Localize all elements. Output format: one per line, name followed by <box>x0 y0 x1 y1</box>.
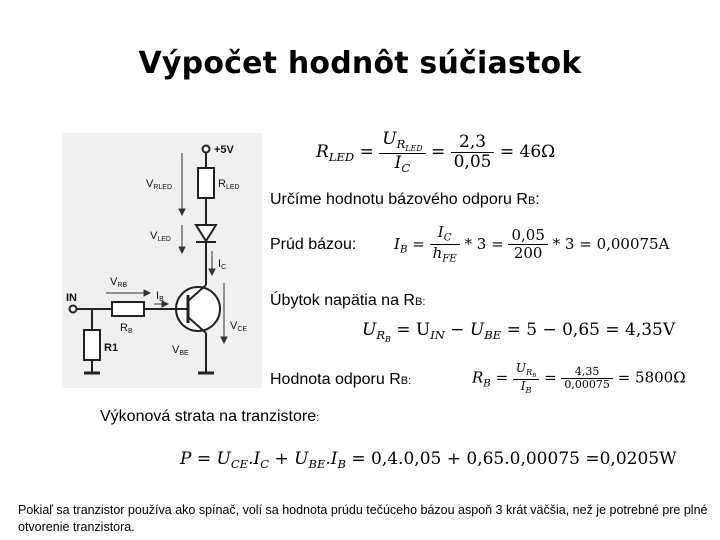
text-base-resistor: Určíme hodnotu bázového odporu RB: <box>270 191 540 208</box>
arrowhead-vled <box>179 247 185 253</box>
circuit-diagram <box>62 133 262 388</box>
label-vled: VLED <box>150 230 171 243</box>
label-supply: +5V <box>214 144 234 156</box>
label-ic: IC <box>218 258 227 271</box>
text-base-current: Prúd bázou: <box>270 236 357 253</box>
label-in: IN <box>66 292 77 304</box>
arrowhead-vce <box>221 337 227 343</box>
page-title: Výpočet hodnôt súčiastok <box>138 46 582 81</box>
equation-rled: $R_{LED}$ = $\frac{U_{R_{LED}}}{I_C}$ = $\frac{2,3}{0,05}$ = 46Ω <box>316 129 556 175</box>
resistor-r1 <box>84 330 100 360</box>
arrowhead-ic <box>209 269 215 275</box>
input-terminal <box>70 306 77 313</box>
label-vce: VCE <box>230 320 248 333</box>
resistor-rled <box>198 168 214 198</box>
equation-power: $P = U_{CE}.I_C + U_{BE}.I_B = 0,4.0,05 + 0,65.0,00075 =0,0205W$ <box>180 449 677 472</box>
arrowhead-vrb <box>144 290 150 296</box>
label-ib: IB <box>156 290 164 303</box>
supply-terminal <box>203 146 210 153</box>
fraction-ib-values: $\frac{0,05}{200}$ <box>508 227 547 263</box>
fraction-rb-values: $\frac{4,35}{0,00075}$ <box>561 366 613 392</box>
equation-urb: $U_{R_B} = U_{IN} - U_{BE} = 5 - 0,65 = 4,35V$ <box>362 320 676 344</box>
led-symbol <box>196 225 216 241</box>
equation-rb: $R_B$ = $\frac{U_{R_B}}{I_B}$ = $\frac{4,35}{0,00075}$ = 5800Ω <box>472 361 686 395</box>
label-rb: RB <box>120 322 133 335</box>
fraction-rled-symbolic: $\frac{U_{R_{LED}}}{I_C}$ <box>379 130 425 175</box>
text-power-dissipation: Výkonová strata na tranzistore: <box>100 408 320 425</box>
equation-ib: $I_B$ = $\frac{I_C}{h_{FE}}$ * 3 = $\frac{0,05}{200}$ * 3 = 0,00075A <box>394 223 670 265</box>
label-vrb: VRB <box>110 276 128 289</box>
text-resistor-value: Hodnota odporu RB: <box>270 371 412 388</box>
footnote-text: Pokiaľ sa tranzistor používa ako spínač, volí sa hodnota prúdu tečúceho bázou aspoň 3 krát väčšia, než je potrebné pre plné otvorenie tranzistora. <box>18 503 708 534</box>
text-voltage-drop: Úbytok napätia na RB: <box>270 292 426 309</box>
label-r1: R1 <box>104 342 119 354</box>
arrowhead-vrled <box>179 209 185 215</box>
label-rled: RLED <box>218 178 240 191</box>
fraction-ib-symbolic: $\frac{I_C}{h_{FE}}$ <box>430 224 460 266</box>
circuit-schematic <box>62 133 262 388</box>
resistor-rb <box>112 302 144 316</box>
label-vrled: VRLED <box>146 178 173 191</box>
fraction-rb-symbolic: $\frac{U_{R_B}}{I_B}$ <box>513 362 539 395</box>
label-vbe: VBE <box>172 344 189 357</box>
fraction-rled-values: $\frac{2,3}{0,05}$ <box>451 133 495 173</box>
